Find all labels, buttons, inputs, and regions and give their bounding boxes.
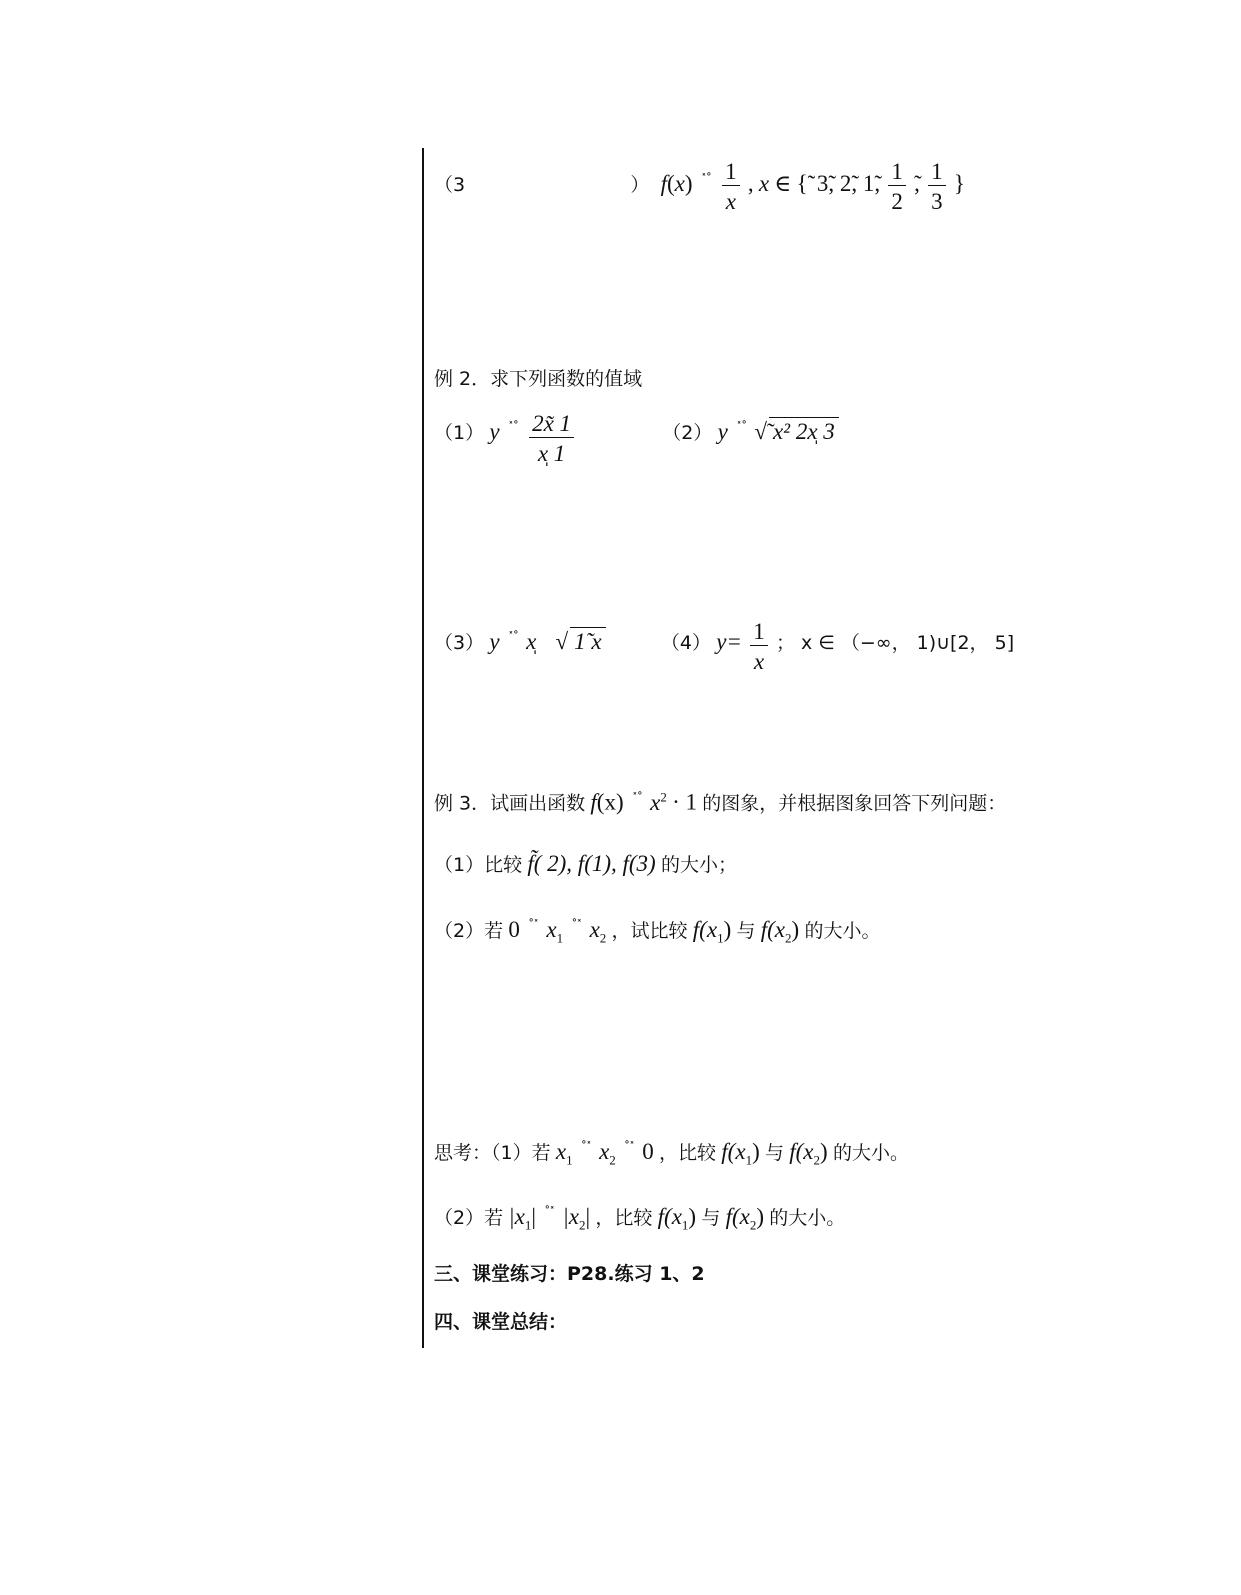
- ex3-q2-mid: ，试比较: [611, 920, 688, 942]
- ex3-q2-post: 的大小。: [804, 920, 881, 942]
- section-summary-heading: 四、课堂总结：: [434, 1311, 568, 1333]
- ex3-q2-fx1: $f(x_1)$: [692, 917, 732, 946]
- ex2-p4-y: y=: [716, 629, 742, 654]
- ex2-p1-equals: ˟˚: [507, 420, 518, 434]
- ex2-p4-label: （4）: [660, 632, 711, 654]
- think-t1-label: 思考：（1）若: [434, 1142, 551, 1164]
- ex2-p3-equals: ˟˚: [507, 630, 518, 644]
- section-practice-heading: 三、课堂练习：P28.练习 1、2: [434, 1263, 705, 1285]
- think-t1-post: 的大小。: [832, 1142, 909, 1164]
- ex2-p4-domain: ； x ∈ （−∞， 1)∪[2， 5]: [775, 632, 1015, 654]
- ex3-q1-post: 的大小；: [660, 854, 737, 876]
- item-3-third: $\frac{1}{3}$: [928, 160, 946, 213]
- left-margin-rule: [422, 148, 424, 1348]
- ex2-p1-fraction: $\frac{2x̃ 1}{x̩ 1}$: [529, 412, 574, 465]
- item-3-set-close: }: [953, 171, 965, 196]
- think-t1-fx2: $f(x_2)$: [789, 1139, 828, 1168]
- ex2-p3-label: （3）: [434, 632, 485, 654]
- example-2-parts-3-4: [434, 620, 1014, 673]
- ex3-q2-zero: 0: [508, 917, 520, 942]
- ex2-p2-equals: ˟˚: [736, 420, 747, 434]
- example-2-parts-1-2: [434, 412, 839, 465]
- ex3-q2-label: （2）若: [434, 920, 504, 942]
- ex3-x2: $x^2$: [650, 789, 667, 815]
- item-3-set-body: 3̃, 2̃, 1̃,: [816, 171, 881, 196]
- ex3-q1-label: （1）比较: [434, 854, 523, 876]
- ex3-q2-lt2: ˚˟: [571, 918, 582, 932]
- item-3-in: ∈: [774, 171, 792, 196]
- think-t1-lt2: ˚˟: [624, 1140, 635, 1154]
- ex3-q2-x2: $x_2$: [589, 917, 607, 946]
- ex2-p4-fraction: $\frac{1}{x}$: [750, 620, 768, 673]
- item-3-half: $\frac{1}{2}$: [888, 160, 906, 213]
- example-2-title: 例 2．求下列函数的值域: [434, 368, 643, 390]
- think-t1-fx1: $f(x_1)$: [721, 1139, 760, 1168]
- ex2-p2-y: y: [717, 419, 728, 444]
- item-3-set-open: {̃: [796, 171, 808, 196]
- ex3-equals: ˟˚: [631, 790, 642, 805]
- think-t2-and: 与: [701, 1207, 721, 1229]
- ex3-fx: f(x): [590, 789, 624, 815]
- think-t2-mid: ，比较: [595, 1207, 653, 1229]
- example-3-title: [434, 790, 1006, 814]
- ex2-p2-radicand: x² 2x̩ 3: [769, 417, 839, 443]
- ex2-p3-y: y: [489, 629, 500, 654]
- think-t1-x1: $x_1$: [555, 1139, 573, 1168]
- ex2-p2-label: （2）: [662, 422, 713, 444]
- ex2-p3-radicand: 1̃ x: [570, 627, 605, 653]
- think-t2-fx1: $f(x_1)$: [657, 1204, 697, 1233]
- ex2-p1-label: （1）: [434, 422, 485, 444]
- ex3-q2-fx2: $f(x_2)$: [760, 917, 800, 946]
- ex3-q2-and: 与: [736, 920, 756, 942]
- think-t1-lt1: ˚˟: [580, 1140, 591, 1154]
- ex3-const: · 1: [672, 789, 697, 815]
- item-3-comma: ,: [747, 171, 754, 196]
- ex3-q1-math: f̃( 2), f(1), f(3): [527, 851, 656, 876]
- think-question-1: [434, 1140, 909, 1167]
- item-3-label: （3: [434, 174, 466, 196]
- item-3-x: x: [758, 171, 770, 196]
- think-question-2: [434, 1205, 845, 1232]
- example-3-question-1: [434, 852, 737, 875]
- think-t2-lt: ˚˟: [544, 1205, 555, 1219]
- think-t2-fx2: $f(x_2)$: [725, 1204, 765, 1233]
- item-3-paren: ）: [630, 174, 650, 196]
- think-t1-zero: 0: [642, 1139, 654, 1164]
- ex2-p3-root-sign: √: [555, 629, 569, 654]
- item-3-equals: ˟˚: [700, 172, 711, 186]
- think-t1-x2: $x_2$: [599, 1139, 616, 1168]
- think-t2-label: （2）若: [434, 1207, 504, 1229]
- think-t2-abs2: $|x_2|$: [562, 1204, 591, 1233]
- think-t1-mid: ，比较: [659, 1142, 717, 1164]
- think-t2-post: 的大小。: [769, 1207, 846, 1229]
- item-3-fraction: $\frac{1}{x}$: [722, 160, 740, 213]
- item-3-sep: ̃,: [914, 171, 920, 196]
- think-t1-and: 与: [764, 1142, 784, 1164]
- ex2-p2-root-sign: √̃: [754, 419, 767, 444]
- ex2-p1-y: y: [489, 419, 500, 444]
- example-3-question-2: [434, 918, 880, 945]
- ex3-q2-x1: $x_1$: [546, 917, 564, 946]
- think-t2-abs1: $|x_1|$: [508, 1204, 536, 1233]
- ex3-title-post: 的图象，并根据图象回答下列问题：: [702, 792, 1007, 815]
- item-3-function: [434, 160, 965, 213]
- ex3-title-pre: 例 3．试画出函数: [434, 792, 586, 815]
- item-3-f: f(x): [660, 171, 693, 196]
- ex3-q2-lt1: ˚˟: [528, 918, 539, 932]
- ex2-p3-x: x̩: [526, 629, 537, 654]
